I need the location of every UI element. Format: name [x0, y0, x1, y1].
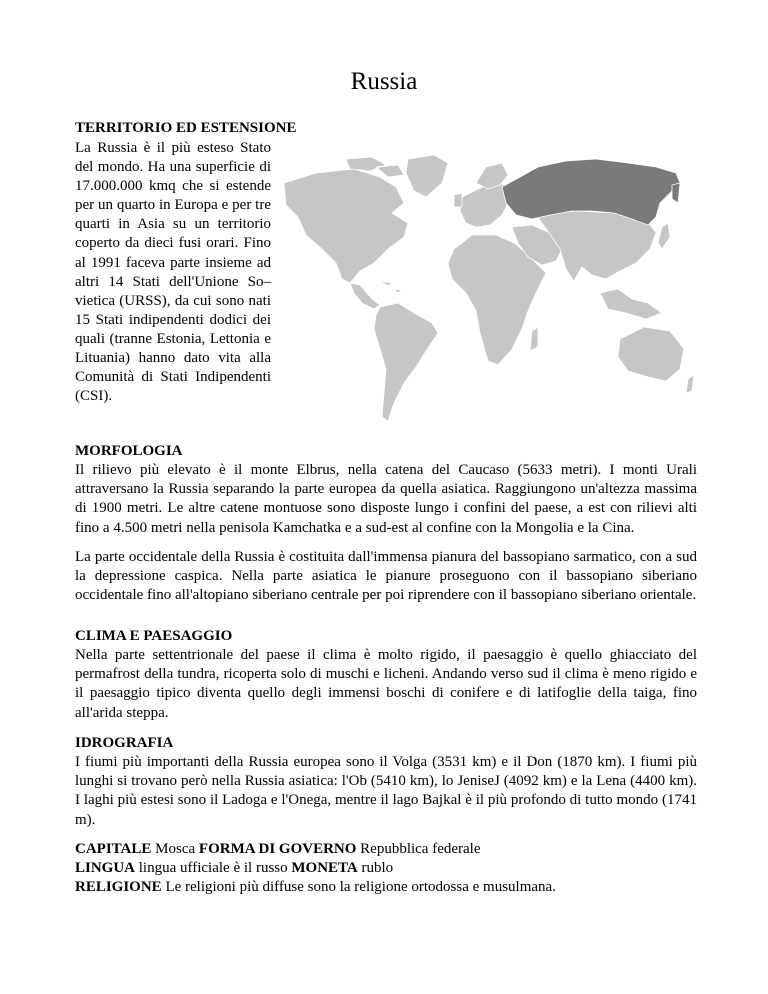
- heading-idrografia: IDROGRAFIA: [75, 735, 174, 751]
- map-madagascar: [530, 327, 538, 351]
- map-kamchatka: [672, 183, 680, 203]
- map-greenland: [406, 155, 448, 197]
- map-caribbean: [380, 281, 402, 293]
- map-north-america: [284, 169, 408, 283]
- map-central-america: [350, 283, 380, 309]
- facts-line-lingua-moneta: [75, 859, 393, 878]
- map-south-america: [374, 303, 438, 421]
- map-se-asia-islands: [600, 289, 662, 319]
- morfologia-paragraph-2: La parte occidentale della Russia è costituita dall'immensa pianura del bassopiano sarmatico, con a sud la depressione caspica. Nella parte asiatica le pianure proseguono con il bassopiano siberiano occidentale fino all'altopiano siberiano centrale per poi riprendere con il bassopiano siberiano orientale.: [75, 549, 697, 604]
- clima-paragraph: Nella parte settentrionale del paese il clima è molto rigido, il paesaggio è quello ghiacciato del permafrost della tundra, ricoperta solo di muschi e licheni. Andando verso sud il clima è meno rigido e il paesaggio tipico diventa quello degli immensi boschi di conifere e di latifoglie della taiga, fino all'arida steppa.: [75, 647, 697, 721]
- map-europe: [460, 183, 508, 227]
- moneta-label: MONETA: [291, 860, 358, 876]
- facts-line-capitale-governo: [75, 840, 481, 859]
- idrografia-paragraph: I fiumi più importanti della Russia europea sono il Volga (3531 km) e il Don (1870 km). I fiumi più lunghi si trovano però nella Russia asiatica: l'Ob (5410 km), lo JeniseJ (4092 km) e la Lena (4400 km). I laghi più estesi sono il Ladoga e l'Onega, mentre il lago Bajkal è il più profondo di tutto mondo (1741 m).: [75, 754, 697, 828]
- map-uk: [454, 193, 462, 207]
- governo-label: FORMA DI GOVERNO: [198, 841, 357, 857]
- capitale-label: CAPITALE: [75, 841, 152, 857]
- religione-label: RELIGIONE: [75, 879, 162, 895]
- page-title: Russia: [350, 68, 418, 95]
- heading-territorio: TERRITORIO ED ESTENSIONE: [75, 120, 297, 136]
- map-australia: [618, 327, 684, 381]
- heading-clima: CLIMA E PAESAGGIO: [75, 628, 233, 644]
- moneta-value: rublo: [357, 860, 394, 876]
- territorio-paragraph: La Russia è il più esteso Stato del mondo. Ha una superficie di 17.000.000 kmq che si estende per un quarto in Europa e per tre quarti in Asia su un territorio coperto da dieci fusi orari. Fino al 1991 faceva parte insieme ad altri 14 Stati dell'Unione So–vietica (URSS), da cui sono nati 15 Stati indipendenti dodici dei quali (tranne Estonia, Lettonia e Lituania) hanno dato vita alla Comunità di Stati Indipendenti (CSI).: [75, 140, 271, 405]
- lingua-value: lingua ufficiale è il russo: [135, 860, 292, 876]
- religione-value: Le religioni più diffuse sono la religione ortodossa e musulmana.: [161, 879, 556, 895]
- world-map-russia-highlighted: [276, 153, 701, 436]
- governo-value: Repubblica federale: [356, 841, 481, 857]
- facts-line-religione: [75, 878, 556, 897]
- map-new-zealand: [686, 375, 694, 393]
- map-japan: [658, 223, 670, 249]
- morfologia-paragraph-1: Il rilievo più elevato è il monte Elbrus, nella catena del Caucaso (5633 metri). I monti Urali attraversano la Russia separando la parte europea da quella asiatica. Raggiungono un'altezza massima di 1900 metri. Le altre catene montuose sono disposte lungo i confini del paese, a est con rilievi alti fino a 4.500 metri nella penisola Kamchatka e a sud-est al confine con la Mongolia e la Cina.: [75, 462, 697, 536]
- heading-morfologia: MORFOLOGIA: [75, 443, 183, 459]
- lingua-label: LINGUA: [75, 860, 136, 876]
- capitale-value: Mosca: [151, 841, 199, 857]
